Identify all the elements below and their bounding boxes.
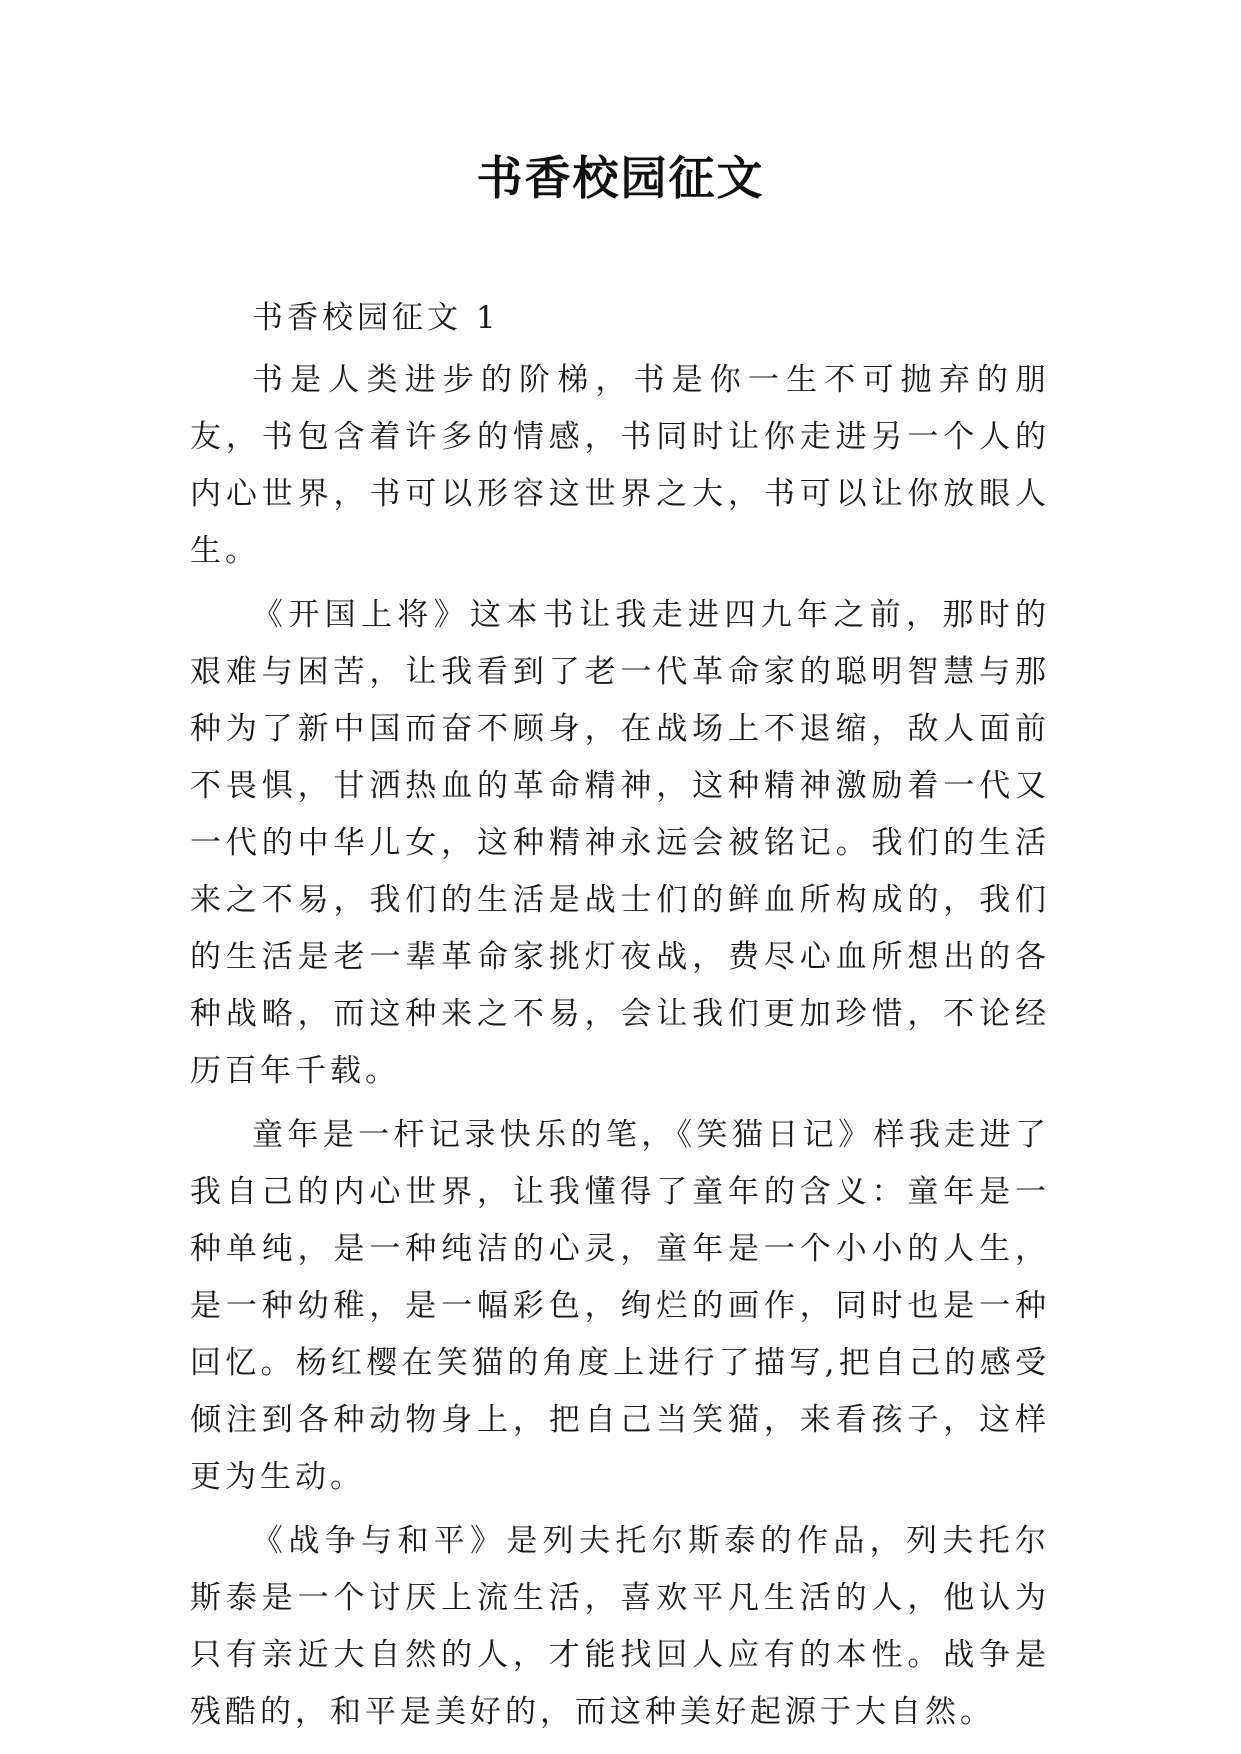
- paragraph-3: 童年是一杆记录快乐的笔，《笑猫日记》样我走进了我自己的内心世界，让我懂得了童年的含义：童年是一种单纯，是一种纯洁的心灵，童年是一个小小的人生，是一种幼稚，是一幅彩色，绚烂的画作，同时也是一种回忆。杨红樱在笑猫的角度上进行了描写,把自己的感受倾注到各种动物身上，把自己当笑猫，来看孩子，这样更为生动。: [190, 1117, 1050, 1495]
- paragraph-2: 《开国上将》这本书让我走进四九年之前，那时的艰难与困苦，让我看到了老一代革命家的聪明智慧与那种为了新中国而奋不顾身，在战场上不退缩，敌人面前不畏惧，甘洒热血的革命精神，这种精神激励着一代又一代的中华儿女，这种精神永远会被铭记。我们的生活来之不易，我们的生活是战士们的鲜血所构成的，我们的生活是老一辈革命家挑灯夜战，费尽心血所想出的各种战略，而这种来之不易，会让我们更加珍惜，不论经历百年千载。: [190, 597, 1050, 1089]
- section-heading: 书香校园征文 1: [252, 300, 500, 336]
- document-body: [190, 290, 1050, 1748]
- paragraph-4: 《战争与和平》是列夫托尔斯泰的作品，列夫托尔斯泰是一个讨厌上流生活，喜欢平凡生活的人，他认为只有亲近大自然的人，才能找回人应有的本性。战争是残酷的，和平是美好的，而这种美好起源于大自然。: [190, 1523, 1050, 1730]
- paragraph-1: 书是人类进步的阶梯，书是你一生不可抛弃的朋友，书包含着许多的情感，书同时让你走进另一个人的内心世界，书可以形容这世界之大，书可以让你放眼人生。: [190, 362, 1050, 569]
- document-title: 书香校园征文: [476, 151, 765, 205]
